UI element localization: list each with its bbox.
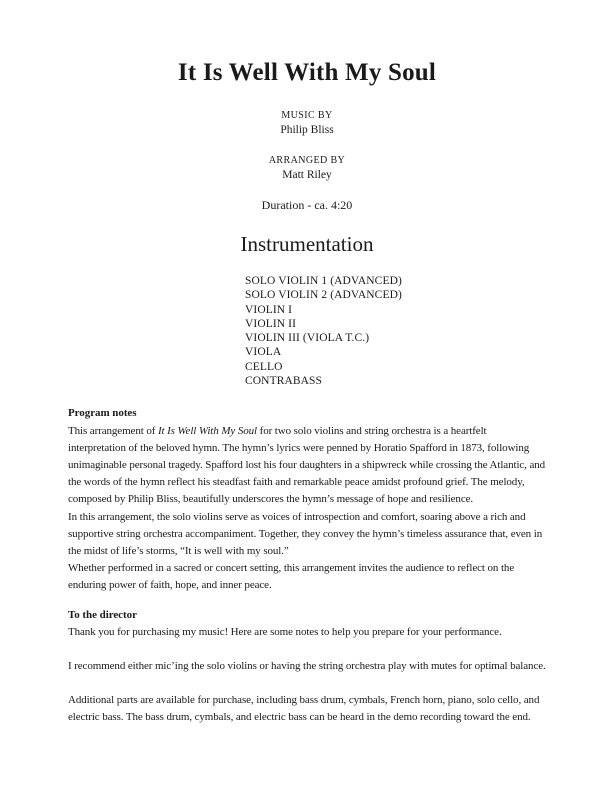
instrument-item-contrabass: CONTRABASS — [245, 375, 323, 388]
instrument-item-violin-3: VIOLIN III (VIOLA T.C.) — [245, 332, 370, 345]
instrument-item-cello: CELLO — [245, 360, 283, 373]
program-notes-paragraph-2: In this arrangement, the solo violins serve as voices of introspection and comfort, soaring above a rich and supportive string orchestra accompaniment. Together, they convey the hymn’s timeless assurance that, even in the midst of life’s storms, “It is well with my soul.” — [68, 510, 543, 557]
arranger-name: Matt Riley — [282, 169, 332, 181]
music-by-label: MUSIC BY — [281, 110, 333, 121]
instrument-item-solo-violin-1: SOLO VIOLIN 1 (ADVANCED) — [245, 275, 402, 287]
composer-name: Philip Bliss — [280, 124, 334, 136]
instrumentation-heading: Instrumentation — [240, 232, 374, 256]
program-notes-paragraph-3: Whether performed in a sacred or concert setting, this arrangement invites the audience to reflect on the enduring power of faith, hope, and inner peace. — [68, 562, 515, 592]
director-paragraph-3: Additional parts are available for purchase, including bass drum, cymbals, French horn, piano, solo cello, and electric bass. The bass drum, cymbals, and electric bass can be heard in the demo recording toward the end. — [68, 694, 540, 724]
director-notes-heading: To the director — [68, 608, 137, 621]
paragraph-text: for two solo violins and string orchestra is a heartfelt interpretation of the beloved hymn. The hymn’s lyrics were penned by Horatio Spafford in 1873, following unimaginable personal tragedy. Spafford lost his four daughters in a shipwreck while crossing the Atlantic, and the words of the hymn reflect his steadfast faith and remarkable peace amidst profound grief. The melody, composed by Philip Bliss, beautifully underscores the hymn’s message of hope and resilience. — [68, 424, 546, 506]
instrument-list — [68, 274, 546, 388]
arranged-by-label: ARRANGED BY — [268, 155, 346, 166]
program-notes-heading: Program notes — [68, 407, 137, 420]
director-paragraph-2: I recommend either mic’ing the solo violins or having the string orchestra play with mutes for optimal balance. — [68, 660, 546, 673]
piece-title: It Is Well With My Soul — [177, 59, 437, 86]
piece-title-inline: It Is Well With My Soul — [157, 424, 257, 437]
director-notes-section — [68, 607, 546, 727]
director-paragraph-1: Thank you for purchasing my music! Here are some notes to help you prepare for your performance. — [68, 625, 502, 638]
instrument-item-viola: VIOLA — [245, 346, 282, 359]
instrument-item-solo-violin-2: SOLO VIOLIN 2 (ADVANCED) — [245, 289, 402, 302]
instrument-item-violin-1: VIOLIN I — [245, 303, 293, 316]
program-notes-section — [68, 405, 546, 594]
instrument-item-violin-2: VIOLIN II — [245, 317, 297, 330]
duration-text: Duration - ca. 4:20 — [261, 198, 353, 212]
program-notes-paragraph-1 — [68, 423, 546, 509]
paragraph-text: This arrangement of — [68, 424, 158, 437]
